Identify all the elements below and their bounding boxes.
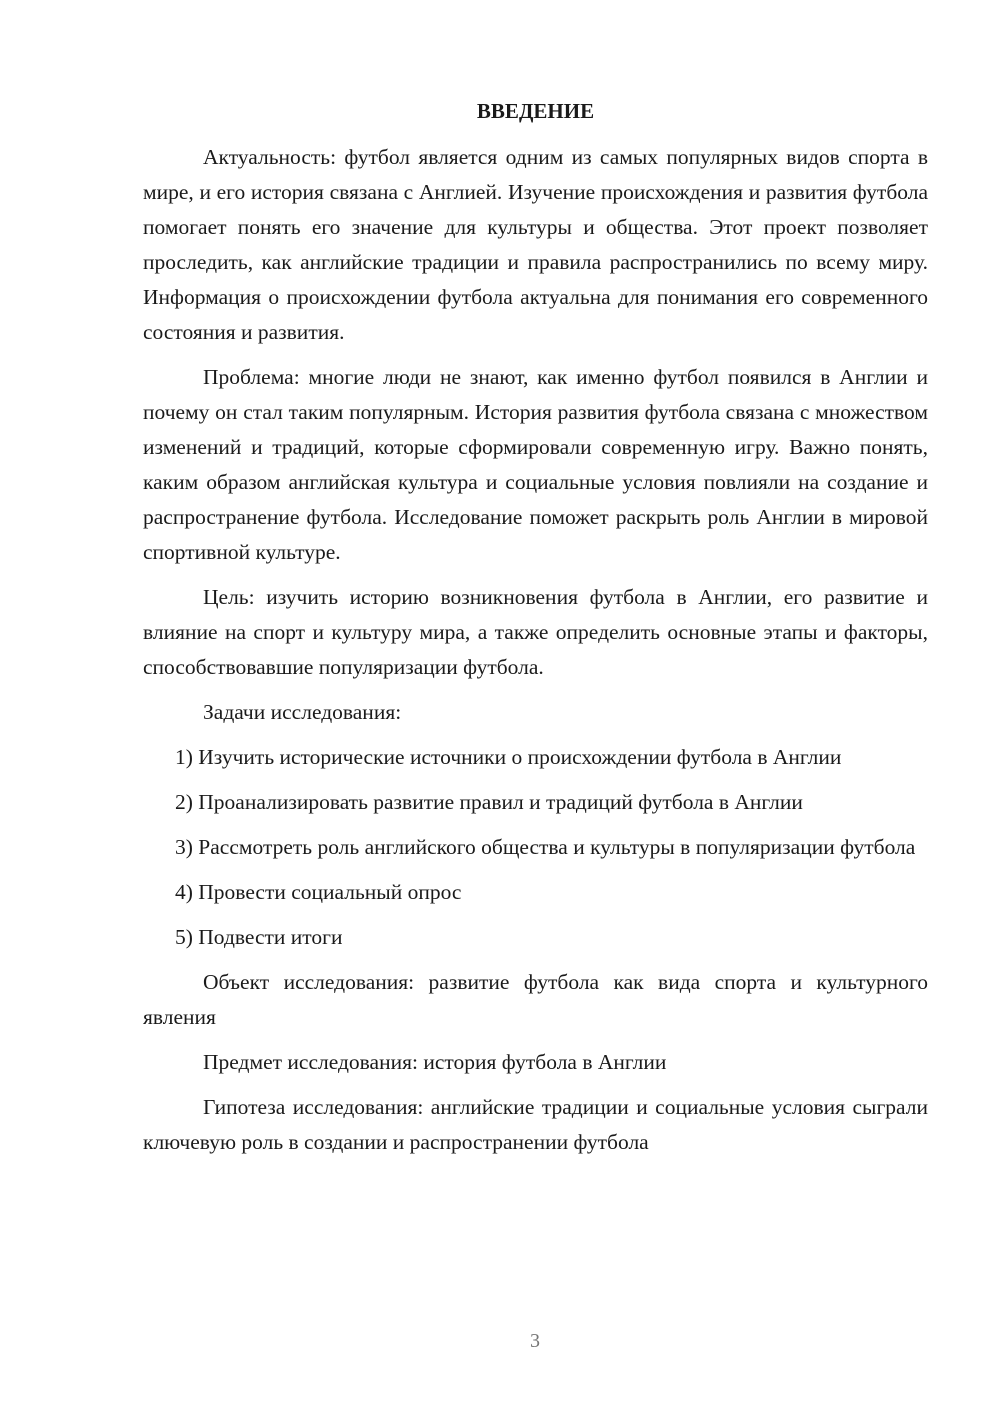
task-item-1: 1) Изучить исторические источники о происхождении футбола в Англии xyxy=(175,745,842,769)
task-item-3: 3) Рассмотреть роль английского общества и культуры в популяризации футбола xyxy=(175,835,916,859)
tasks-heading: Задачи исследования: xyxy=(203,700,402,724)
paragraph-goal: Цель: изучить историю возникновения футбола в Англии, его развитие и влияние на спорт и культуру мира, а также определить основные этапы и факторы, способствовавшие популяризации футбола. xyxy=(143,585,928,679)
paragraph-problem: Проблема: многие люди не знают, как именно футбол появился в Англии и почему он стал таким популярным. История развития футбола связана с множеством изменений и традиций, которые сформировали современную игру. Важно понять, каким образом английская культура и социальные условия повлияли на создание и распространение футбола. Исследование поможет раскрыть роль Англии в мировой спортивной культуре. xyxy=(143,365,928,564)
paragraph-hypothesis: Гипотеза исследования: английские традиции и социальные условия сыграли ключевую роль в создании и распространении футбола xyxy=(143,1095,928,1154)
task-item-4: 4) Провести социальный опрос xyxy=(175,880,462,904)
task-item-5: 5) Подвести итоги xyxy=(175,925,343,949)
section-title: ВВЕДЕНИЕ xyxy=(476,99,595,123)
document-body xyxy=(143,96,928,1170)
task-item-2: 2) Проанализировать развитие правил и традиций футбола в Англии xyxy=(175,790,803,814)
paragraph-object: Объект исследования: развитие футбола как вида спорта и культурного явления xyxy=(143,970,928,1029)
paragraph-subject: Предмет исследования: история футбола в Англии xyxy=(203,1050,667,1074)
page-number: 3 xyxy=(530,1330,540,1352)
paragraph-relevance: Актуальность: футбол является одним из самых популярных видов спорта в мире, и его история связана с Англией. Изучение происхождения и развития футбола помогает понять его значение для культуры и общества. Этот проект позволяет проследить, как английские традиции и правила распространились по всему миру. Информация о происхождении футбола актуальна для понимания его современного состояния и развития. xyxy=(143,145,928,344)
